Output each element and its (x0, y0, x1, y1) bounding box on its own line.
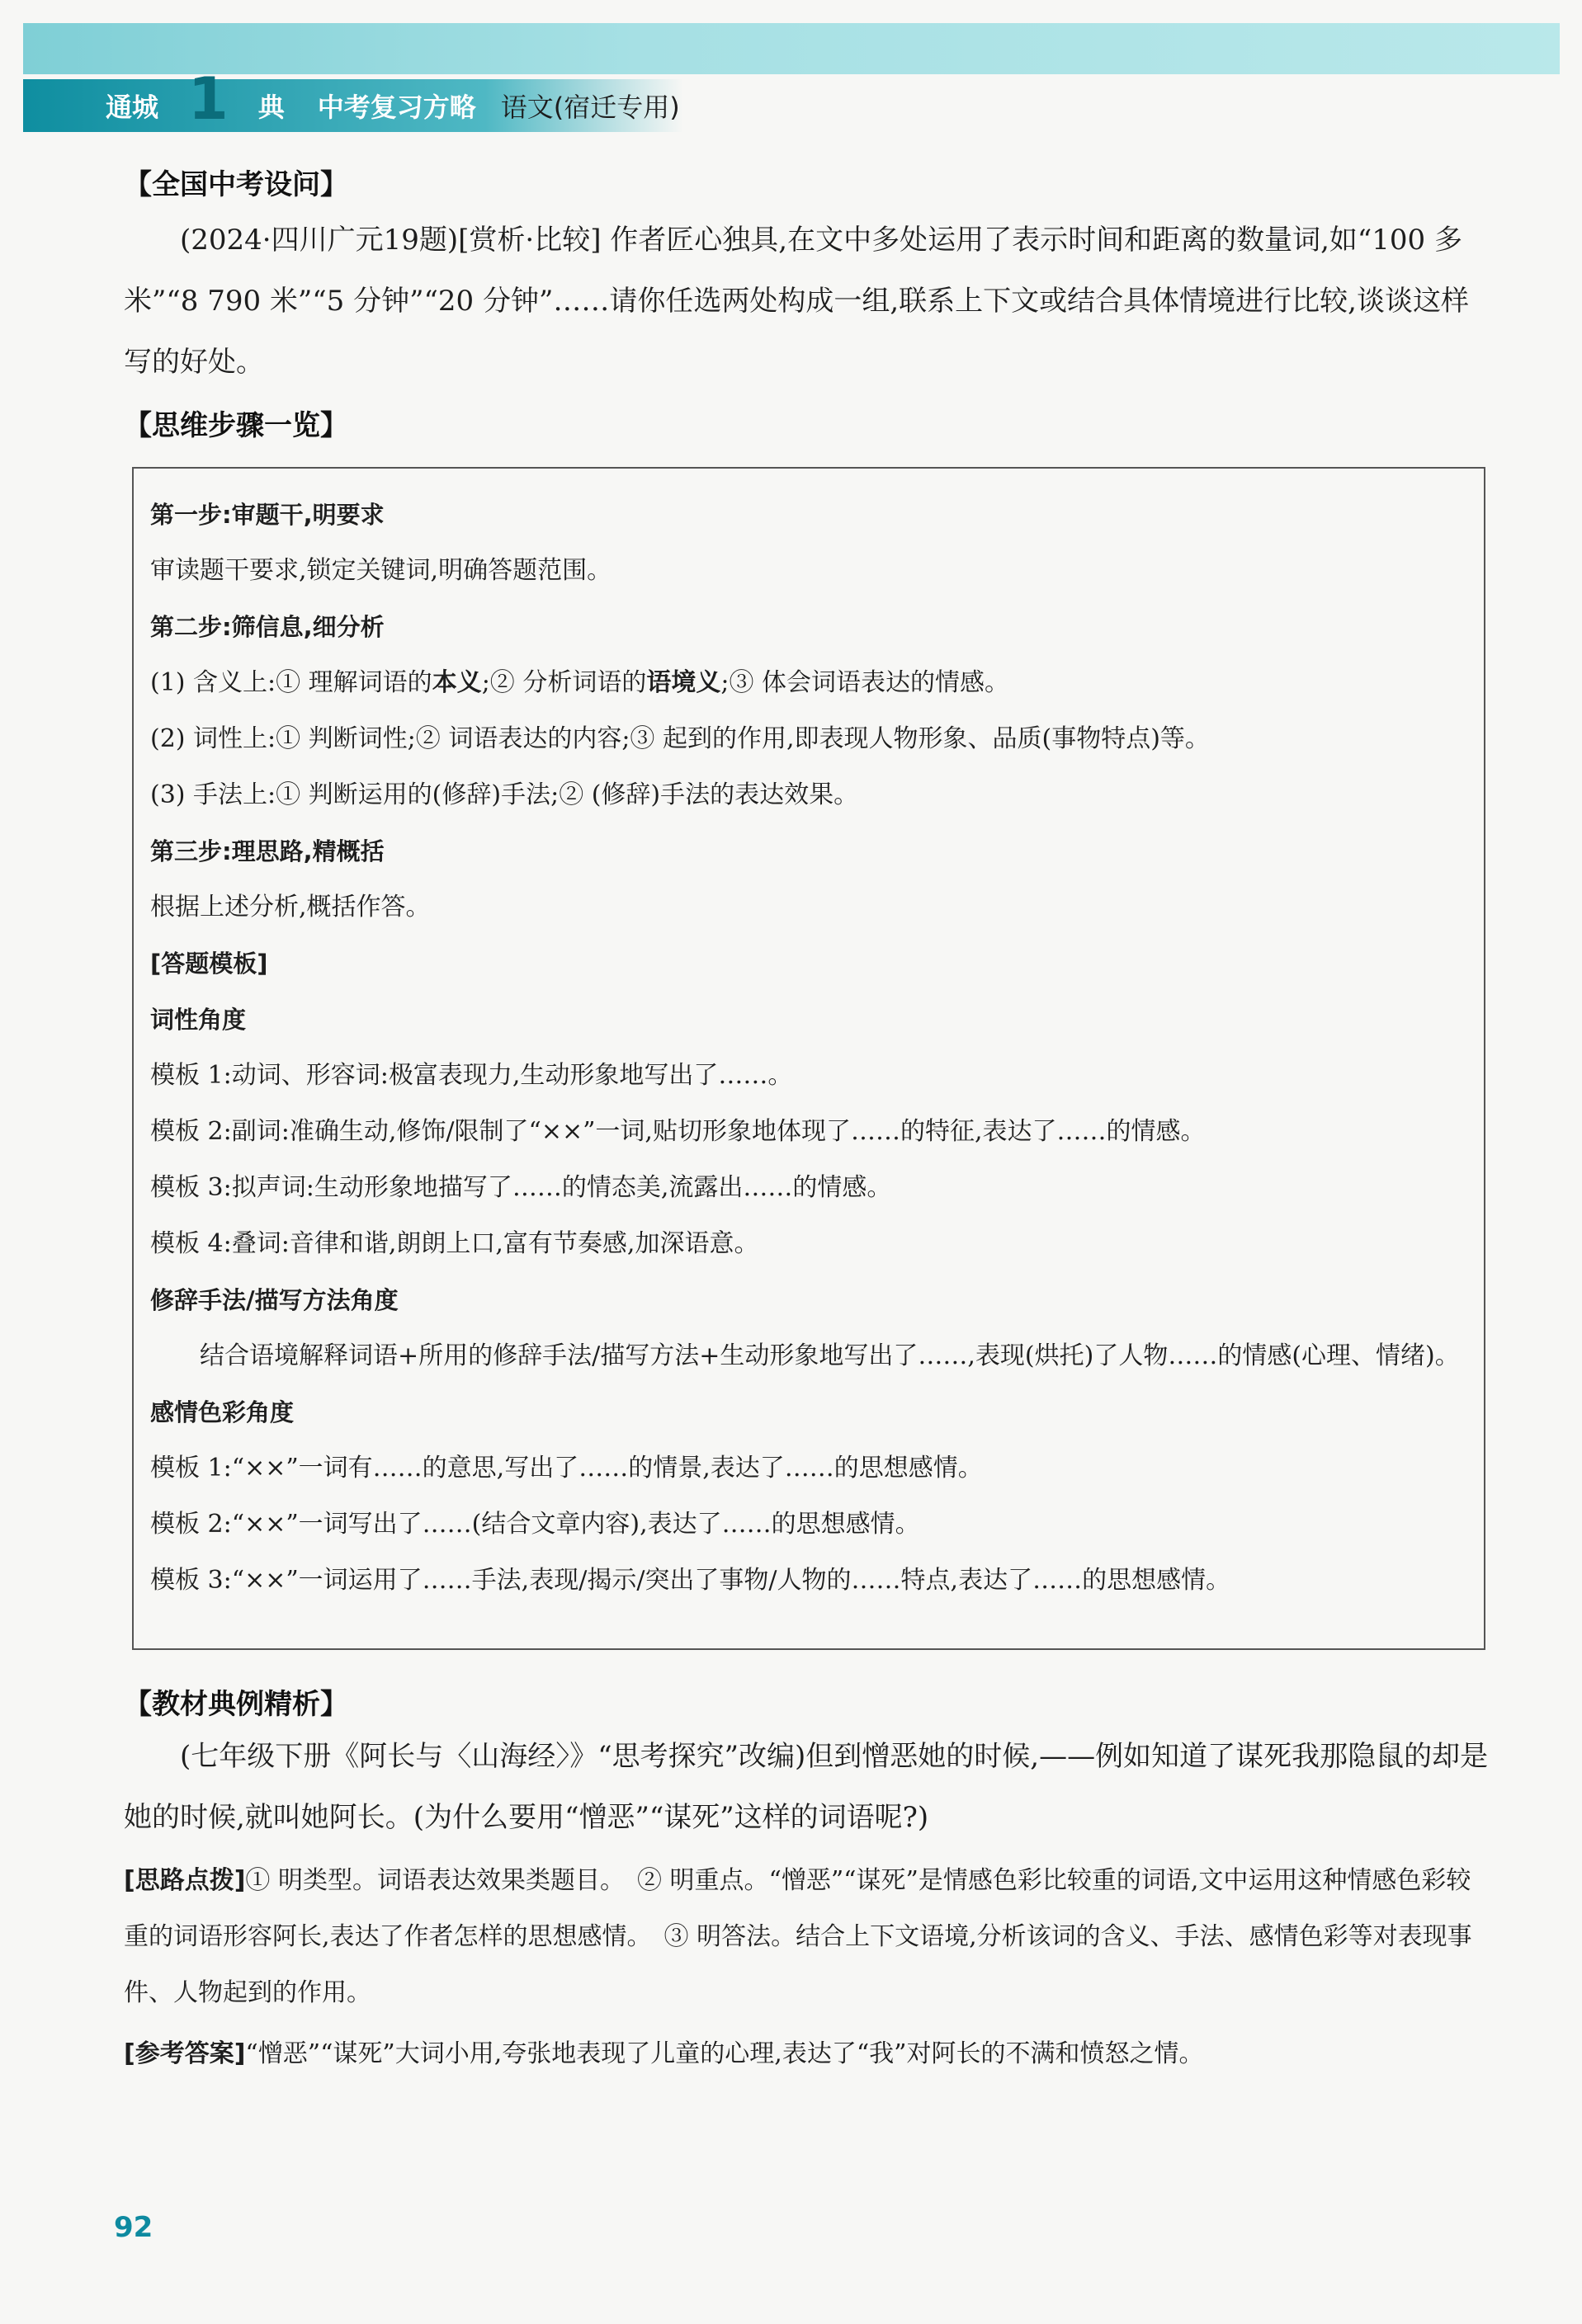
pos-angle-title: 词性角度 (150, 1006, 247, 1034)
emotion-template-2: 模板 2:“××”一词写出了……(结合文章内容),表达了……的思想感情。 (150, 1510, 920, 1539)
pos-template-3: 模板 3:拟声词:生动形象地描写了……的情态美,流露出……的情感。 (150, 1173, 892, 1202)
answer-paragraph (124, 2026, 1494, 2082)
page-number: 92 (114, 2211, 153, 2244)
step2-item1-c: ;② 分析词语的 (481, 668, 647, 697)
step2-item1-e: ;③ 体会词语表达的情感。 (720, 668, 1009, 697)
brand-digit: 1 (188, 65, 229, 133)
section-heading-question: 【全国中考设问】 (124, 168, 348, 201)
brand-right: 典 (257, 92, 285, 123)
section-heading-steps: 【思维步骤一览】 (124, 409, 348, 442)
emotion-template-3: 模板 3:“××”一词运用了……手法,表现/揭示/突出了事物/人物的……特点,表达了……的思想感情。 (150, 1566, 1231, 1595)
hint-paragraph (124, 1853, 1494, 2021)
series-title: 中考复习方略 (317, 92, 476, 123)
step2-item-meaning (150, 655, 1467, 711)
hint-label: [思路点拨] (124, 1866, 246, 1895)
brand-left: 通城 (106, 92, 159, 123)
step2-item1-a: (1) 含义上:① 理解词语的 (150, 668, 432, 697)
step3-title: 第三步:理思路,精概括 (150, 837, 385, 865)
hint-text: ① 明类型。词语表达效果类题目。 ② 明重点。“憎恶”“谋死”是情感色彩比较重的词语,文中运用这种情感色彩较重的词语形容阿长,表达了作者怎样的思想感情。 ③ 明答法。结合上下文语境,分析该词的含义、手法、感情色彩等对表现事件、人物起到的作用。 (124, 1866, 1472, 2007)
answer-text: “憎恶”“谋死”大词小用,夸张地表现了儿童的心理,表达了“我”对阿长的不满和愤怒之情。 (245, 2039, 1204, 2068)
pos-template-1: 模板 1:动词、形容词:极富表现力,生动形象地写出了……。 (150, 1061, 793, 1090)
thinking-steps-box (132, 467, 1485, 1650)
header-bar (23, 65, 683, 133)
answer-label: [参考答案] (124, 2039, 246, 2068)
rhetoric-template: 结合语境解释词语+所用的修辞手法/描写方法+生动形象地写出了……,表现(烘托)了人物……的情感(心理、情绪)。 (200, 1341, 1460, 1370)
step3-text: 根据上述分析,概括作答。 (150, 893, 431, 922)
emotion-angle-title: 感情色彩角度 (150, 1398, 295, 1426)
step1-title: 第一步:审题干,明要求 (150, 501, 385, 529)
keyword-literal-meaning: 本义 (432, 668, 482, 697)
section-heading-example: 【教材典例精析】 (124, 1688, 348, 1721)
subject-title: 语文(宿迁专用) (500, 92, 680, 123)
pos-template-2: 模板 2:副词:准确生动,修饰/限制了“××”一词,贴切形象地体现了……的特征,表达了……的情感。 (150, 1117, 1206, 1146)
rhetoric-angle-title: 修辞手法/描写方法角度 (150, 1286, 399, 1314)
step2-item-technique: (3) 手法上:① 判断运用的(修辞)手法;② (修辞)手法的表达效果。 (150, 780, 859, 809)
header-decor-band (23, 23, 1560, 74)
brand-logo (23, 65, 285, 133)
emotion-template-1: 模板 1:“××”一词有……的意思,写出了……的情景,表达了……的思想感情。 (150, 1454, 983, 1483)
keyword-context-meaning: 语境义 (646, 668, 721, 697)
step1-text: 审读题干要求,锁定关键词,明确答题范围。 (150, 556, 612, 585)
step2-title: 第二步:筛信息,细分析 (150, 613, 385, 641)
pos-template-4: 模板 4:叠词:音律和谐,朗朗上口,富有节奏感,加深语意。 (150, 1229, 759, 1258)
step2-item-pos: (2) 词性上:① 判断词性;② 词语表达的内容;③ 起到的作用,即表现人物形象、品质(事物特点)等。 (150, 724, 1210, 753)
answer-template-tag: [答题模板] (150, 950, 268, 978)
example-paragraph: (七年级下册《阿长与〈山海经〉》“思考探究”改编)但到憎恶她的时候,——例如知道了谋死我那隐鼠的却是她的时候,就叫她阿长。(为什么要用“憎恶”“谋死”这样的词语呢?) (124, 1740, 1489, 1834)
question-paragraph: (2024·四川广元19题)[赏析·比较] 作者匠心独具,在文中多处运用了表示时间和距离的数量词,如“100 多米”“8 790 米”“5 分钟”“20 分钟”……请你任选两处构成一组,联系上下文或结合具体情境进行比较,谈谈这样写的好处。 (124, 224, 1469, 379)
